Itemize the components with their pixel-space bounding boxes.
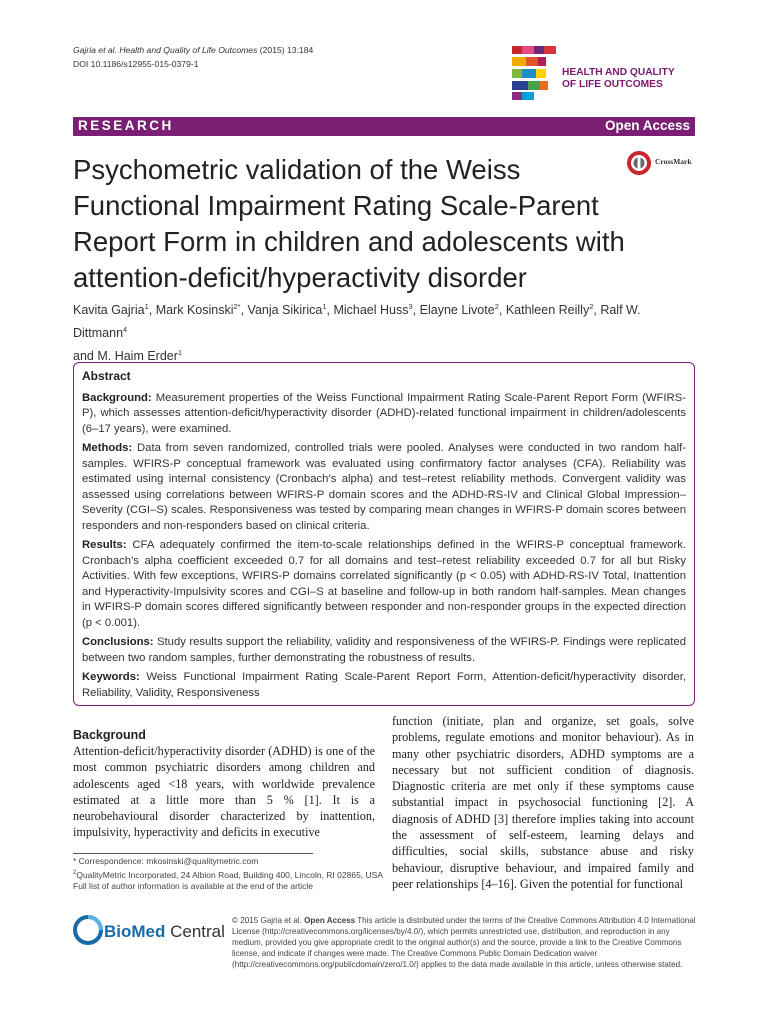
open-access-label: Open Access	[604, 118, 690, 133]
author-info-note: Full list of author information is available at the end of the article	[73, 880, 314, 891]
article-title: Psychometric validation of the Weiss Functional Impairment Rating Scale-Parent Report Form in children and adolescents with attention-deficit/hyperactivity disorder	[73, 154, 625, 293]
section-banner	[73, 117, 695, 136]
abstract-background: Background: Measurement properties of the Weiss Functional Impairment Rating Scale-Parent Report Form (WFIRS-P), which assesses attention-deficit/hyperactivity disorder (ADHD)-related functional impairment in children/adolescents (6–17 years), were examined.	[82, 391, 686, 435]
author[interactable]: Kavita Gajria$^1$	[73, 302, 149, 318]
abstract-methods: Methods: Data from seven randomized, controlled trials were pooled. Analyses were conducted in two random half-samples. WFIRS-P conceptual framework was evaluated using confirmatory factor analyses (CFA). Reliability was estimated using internal consistency (Cronbach’s alpha) and test–retest reliability methods. Convergent validity was assessed using correlations between WFIRS-P domain scores and the ADHD-RS-IV and Clinical Global Impression–Severity (CGI–S) scales. Responsiveness was tested by comparing mean changes in WFIRS-P domain scores between responders and non-responders based on clinical criteria.	[82, 442, 686, 532]
abstract-box	[73, 362, 695, 706]
author[interactable]: Ralf W. Dittmann$^4$	[73, 303, 641, 341]
correspondence-email[interactable]: * Correspondence: mkosinski@qualitymetric.com	[73, 856, 259, 866]
author[interactable]: Mark Kosinski$^{2*}$	[155, 302, 241, 318]
abstract-results: Results: CFA adequately confirmed the item-to-scale relationships defined in the WFIRS-P conceptual framework. Cronbach’s alpha coefficient exceeded 0.7 for all domains and test–retest reliability exceeded 0.7 for all but Risky Activities. With few exceptions, WFIRS-P domains correlated significantly (p < 0.05) with ADHD-RS-IV Total, Inattention and Hyperactivity-Impulsivity scores and CGI–S at baseline and follow-up in both random half-samples. Mean changes in WFIRS-P domain scores differed significantly between responder and non-responder groups in the expected direction (p < 0.001).	[82, 539, 686, 629]
body-paragraph: Attention-deficit/hyperactivity disorder (ADHD) is one of the most common psychiatric disorders among children and adolescents aged <18 years, with worldwide prevalence estimated at a little more than 5 % [1]. It is a neurobehavioural disorder characterized by inattention, impulsivity, hyperactivity and deficits in executive	[73, 744, 375, 840]
author[interactable]: Elayne Livote$^2$	[419, 302, 499, 318]
author[interactable]: M. Haim Erder$^1$	[97, 348, 183, 364]
section-heading-background: Background	[73, 728, 146, 742]
journal-citation: Gajria et al. Health and Quality of Life Outcomes	[73, 45, 258, 55]
journal-logo-text	[562, 67, 675, 91]
volume-info: (2015) 13:184	[259, 45, 314, 55]
footnote-divider	[73, 853, 313, 854]
body-left-column	[73, 727, 375, 841]
author[interactable]: Vanja Sikirica$^1$	[247, 302, 327, 318]
affiliation-note: $^2$QualityMetric Incorporated, 24 Albion Road, Building 400, Lincoln, RI 02865, USA	[73, 869, 383, 880]
author[interactable]: Kathleen Reilly$^2$	[505, 302, 594, 318]
author-list: Kavita Gajria$^1$, Mark Kosinski$^{2*}$, Vanja Sikirica$^1$, Michael Huss$^3$, Elayne Livote$^2$, Kathleen Reilly$^2$, Ralf W. Dittmann$^4$ and M. Haim Erder$^1$	[73, 302, 641, 364]
author[interactable]: Michael Huss$^3$	[333, 302, 413, 318]
abstract-keywords: Keywords: Weiss Functional Impairment Rating Scale-Parent Report Form, Attention-deficit/hyperactivity disorder, Reliability, Validity, Responsiveness	[82, 671, 686, 699]
publisher-name: BioMed Central	[104, 922, 225, 941]
journal-logo-line1: HEALTH AND QUALITY	[562, 67, 675, 78]
license-text: © 2015 Gajria et al. Open Access This article is distributed under the terms of the Creative Commons Attribution 4.0 International License (http://creativecommons.org/licenses/by/4.0/), which permits unrestricted use, distribution, and reproduction in any medium, provided you give appropriate credit to the original author(s) and the source, provide a link to the Creative Commons license, and indicate if changes were made. The Creative Commons Public Domain Dedication waiver (http://creativecommons.org/publicdomain/zero/1.0/) applies to the data made available in this article, unless otherwise stated.	[232, 916, 696, 969]
citation-header	[73, 43, 313, 71]
section-label: RESEARCH	[78, 118, 174, 133]
body-paragraph: function (initiate, plan and organize, set goals, solve problems, regulate emotions and monitor behaviour). As in many other psychiatric disorders, ADHD symptoms are a necessary but not sufficient condition of diagnosis. Diagnostic criteria are met only if these symptoms cause substantial impact in psychosocial functioning [2]. A diagnosis of ADHD [3] therefore implies taking into account the assessment of self-esteem, learning delays and difficulties, social skills, substance abuse and risky behaviour, disruptive behaviour, and impaired family and peer relationships [4–16]. Given the potential for functional	[392, 714, 694, 891]
footnotes	[73, 856, 383, 892]
body-right-column	[392, 713, 694, 892]
doi: DOI 10.1186/s12955-015-0379-1	[73, 59, 199, 69]
journal-logo-line2: OF LIFE OUTCOMES	[562, 79, 663, 90]
crossmark-label[interactable]: CrossMark	[655, 157, 692, 166]
biomed-central-logo-icon	[73, 915, 103, 945]
abstract-conclusions: Conclusions: Study results support the reliability, validity and responsiveness of the WFIRS-P. Findings were replicated between two random samples, further demonstrating the robustness of results.	[82, 636, 686, 664]
abstract-heading: Abstract	[82, 369, 131, 383]
